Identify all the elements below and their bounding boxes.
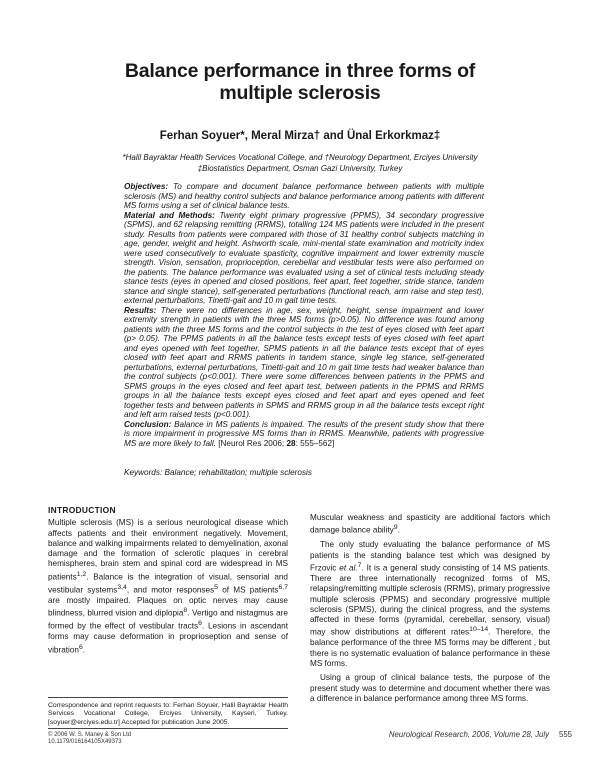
intro-p1-text: Multiple sclerosis (MS) is a serious neurological disease which affects patients and their environment negatively. Movement, balance and walking impairments related to demyelination, axonal damage and the formation of sclerotic plaques in cerebral hemispheres, brain stem and spinal cord are widespread in MS patients (48, 518, 288, 582)
objectives-text: To compare and document balance performance between patients with multiple sclerosis (MS) and healthy control subjects and balance performance among patients with different MS forms using a set of clinical balance tests. (124, 182, 484, 210)
et-al: et al. (339, 563, 358, 573)
copyright-notice (48, 732, 248, 746)
author-list: Ferhan Soyuer*, Meral Mirza† and Ünal Erkorkmaz‡ (159, 130, 441, 142)
title-line-1: Balance performance in three forms of (124, 60, 476, 82)
reference-sup: 5 (214, 583, 218, 591)
intro-p2f-text: . Lesions in ascendant forms may cause deformation in proprioseption and sense of vibration (48, 621, 288, 655)
reference-sup: 7 (357, 561, 362, 569)
right-p2a-text: The only study evaluating the balance performance of MS patients is the standing balance test which was designed by Frzovic (310, 540, 550, 573)
reference-sup: 3,4 (117, 583, 127, 591)
right-paragraph-3: Using a group of clinical balance tests, the purpose of the present study was to determine and document whether there was a difference in balance performance among three MS forms. (310, 673, 550, 703)
intro-paragraph-1: Multiple sclerosis (MS) is a serious neurological disease which affects patients and their environment negatively. Movement, balance and walking impairments related to demyelination, axonal damage and the formation of sclerotic plaques in cerebral hemispheres, brain stem and spinal cord are widespread in MS patients$^{1,2}$. Balance is the integration of visual, sensorial and vestibular systems$^{3,4}$, and motor responses$^5$ of MS patients$^{6,7}$ are mostly impaired. Plaques on optic nerves may cause blindness, blurred vision and diplopia$^8$. Vertigo and nistagmus are formed by the effect of vestibular tracts$^6$. Lesions in ascendant forms may cause deformation in proprioseption and sense of vibration$^6$. (48, 518, 288, 655)
affiliation-line-2: ‡Biostatistics Department, Osman Gazi University, Turkey (197, 163, 403, 173)
conclusion-text: Balance in MS patients is impaired. The results of the present study show that there is more impairment in progressive MS forms than in RRMS. Meanwhile, patients with progressive MS are more likely to fall. (124, 419, 484, 448)
results-text: There were no differences in age, sex, weight, height, sense impairment and lower extremity strength in patients with the three MS forms (p>0.05). No difference was found among patients with the three MS forms and the control subjects in the test of eyes closed with feet apart (p> 0.05). The PPMS patients in all the balance tests except tests of eyes closed with feet apart and eyes opened with feet together, SPMS patients in all the balance tests except that of eyes closed with feet apart and RRMS patients in tandem stance, single leg stance, self-generated perturbations, external perturbations, Tinetti-gait and 10 m gait time tests had weaker balance than the control subjects (p<0.001). There were some differences between patients in the PPMS and SPMS groups in the eyes closed and feet apart test, between patients in the PPMS and RRMS groups in all the balance tests except eyes closed and feet apart and eyes opened and feet together tests and between patients in SPMS and RRMS group in all the balance tests except right and left arm raised tests (p<0.001). (124, 305, 484, 419)
reference-sup: 6,7 (278, 583, 288, 591)
abstract (124, 182, 484, 448)
methods-label: Material and Methods: (124, 210, 215, 220)
journal-citation: Neurological Research, 2006, Volume 28, July (388, 730, 549, 739)
doi-line: 10.1179/016164105X49373 (48, 739, 122, 746)
right-p1-text: Muscular weakness and spasticity are additional factors which damage balance ability (310, 513, 550, 536)
right-p2b-text: . It is a general study consisting of 14 MS patients. There are three internationally recognized forms of MS, relapsing/remitting multiple sclerosis (RRMS), primary progressive multiple sclerosis (PPMS) and secondary progressive multiple sclerosis (SPMS), during the clinical progress, and the systems affected in these forms (pyramidal, cerebellar, sensory, visual) may show distributions at different rates (310, 563, 550, 638)
title-line-2: multiple sclerosis (219, 82, 381, 104)
intro-p2a-text: Balance is the integration of visual, sensorial and vestibular systems (48, 572, 288, 595)
citation-suffix: : 555–562] (295, 438, 335, 448)
copyright-line: © 2006 W. S. Maney & Son Ltd (48, 732, 132, 738)
right-column (310, 513, 550, 708)
reference-sup: 6 (198, 620, 202, 628)
intro-p2e-text: . Vertigo and nistagmus are formed by the effect of vestibular tracts (48, 608, 288, 631)
abstract-methods (124, 211, 484, 306)
left-column (48, 505, 288, 660)
reference-sup: 10–14 (469, 626, 489, 634)
intro-p2b-text: , and motor responses (126, 585, 215, 595)
citation-volume: 28 (286, 438, 296, 448)
article-title (0, 60, 600, 104)
footnote-divider (48, 697, 288, 698)
keywords: Keywords: Balance; rehabilitation; multiple sclerosis (124, 468, 312, 477)
right-p2c-text: . Therefore, the balance performance of the three MS forms may be different , but there is no systematic evaluation of balance performance in these MS forms. (310, 628, 550, 669)
right-paragraph-1: Muscular weakness and spasticity are additional factors which damage balance ability$^9$. (310, 513, 550, 536)
abstract-objectives (124, 182, 484, 211)
objectives-label: Objectives: (124, 182, 169, 191)
citation-prefix: [Neurol Res 2006; (218, 438, 285, 448)
reference-sup: 1,2 (76, 570, 87, 578)
abstract-results (124, 306, 484, 420)
conclusion-label: Conclusion: (124, 419, 172, 429)
section-heading-introduction: INTRODUCTION (48, 505, 116, 515)
reference-sup: 6 (78, 643, 83, 651)
correspondence-footnote: Correspondence and reprint requests to: Ferhan Soyuer, Halil Bayraktar Health Services Vocational College, Erciyes University, Kayseri, Turkey. [soyuer@erciyes.edu.tr] Accepted for publication June 2005. (48, 702, 288, 726)
reference-sup: 8 (183, 607, 188, 615)
affiliations (100, 153, 500, 174)
page-number: 555 (558, 730, 572, 739)
methods-text: Twenty eight primary progressive (PPMS), 34 secondary progressive (SPMS), and 62 relapsing remitting (RRMS), totalling 124 MS patients were included in the present study. Results from patients were compared with those of 31 healthy control subjects matching in age, gender, weight and height. Ashworth scale, mini-mental state examination and motricity index were used consecutively to evaluate spasticity, cognitive impairment and lower extremity muscle strength. Vision, sensation, proprioception, cerebellar and vestibular tests were also performed on the patients. The balance performance was evaluated using a set of clinical tests including steady stance tests (eyes in opened and closed positions, feet apart, feet together, stride stance, tandem stance and single stance), self-generated perturbations (functional reach, arm raise and step test), external perturbations, Tinetti-gait and 10 m gait time tests. (124, 210, 484, 305)
citation (218, 439, 334, 448)
results-label: Results: (124, 305, 157, 315)
right-paragraph-2 (310, 540, 550, 669)
footer-divider (48, 728, 288, 729)
abstract-conclusion (124, 420, 484, 449)
affiliation-line-1: *Halil Bayraktar Health Services Vocational College, and †Neurology Department, Erciyes University (122, 153, 478, 162)
intro-p2d-text: are mostly impaired. Plaques on optic nerves may cause blindness, blurred vision and diplopia (48, 595, 288, 618)
intro-p2c-text: of MS patients (217, 585, 279, 595)
reference-sup: 9 (393, 524, 398, 532)
journal-footer (340, 730, 572, 739)
